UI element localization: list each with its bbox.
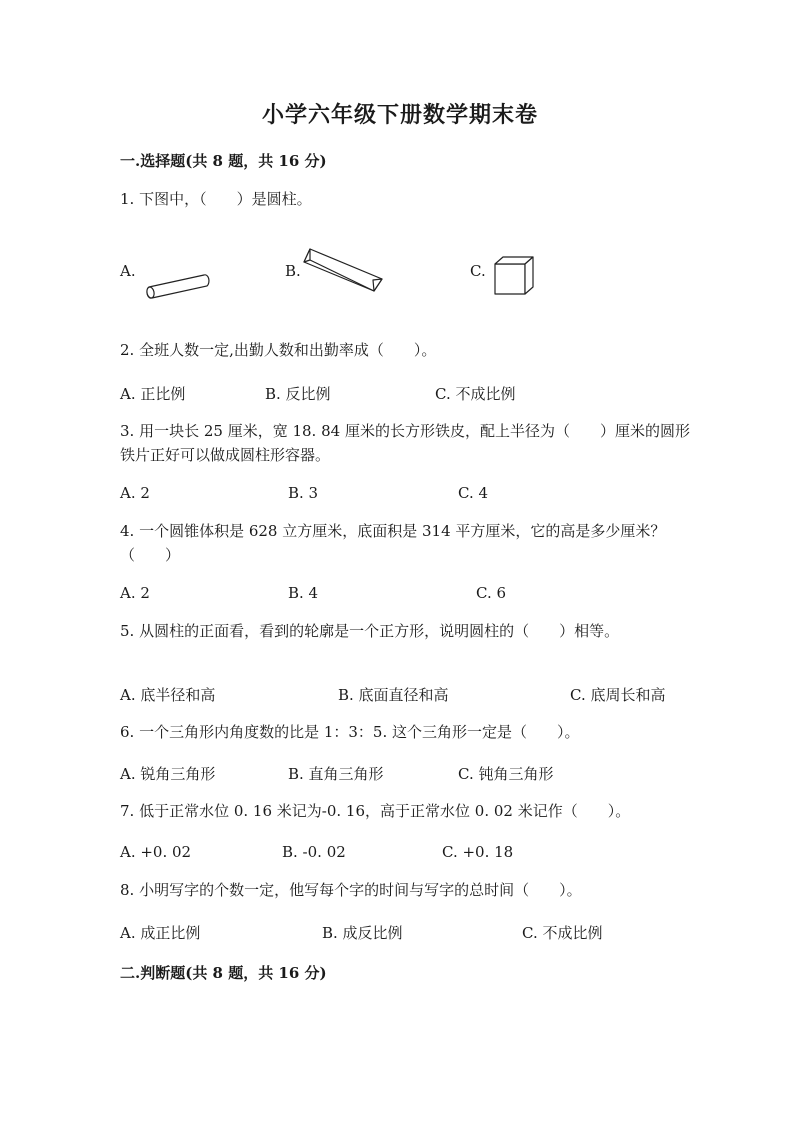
page-title: 小学六年级下册数学期末卷 [261,102,538,128]
question-6-option-a[interactable]: A. 锐角三角形 [120,765,216,783]
question-7-option-c[interactable]: C. +0. 18 [442,843,514,861]
section-heading-judgement: 二.判断题(共 8 题，共 16 分) [120,964,327,982]
cube-figure [492,254,536,302]
question-1-option-b[interactable]: B. [285,262,301,280]
question-6-option-b[interactable]: B. 直角三角形 [288,765,384,783]
question-6: 6. 一个三角形内角度数的比是 1：3：5. 这个三角形一定是（ ）。 [120,723,580,741]
question-4: 4. 一个圆锥体积是 628 立方厘米，底面积是 314 平方厘米，它的高是多少厘米？（ ） [120,522,666,564]
question-7-option-a[interactable]: A. +0. 02 [120,843,192,861]
question-8-option-a[interactable]: A. 成正比例 [120,924,201,942]
question-8: 8. 小明写字的个数一定，他写每个字的时间与写字的总时间（ ）。 [120,881,582,899]
question-2-option-a[interactable]: A. 正比例 [120,385,186,403]
question-3: 3. 用一块长 25 厘米，宽 18. 84 厘米的长方形铁皮，配上半径为（ ）厘米的圆形铁片正好可以做成圆柱形容器。 [120,422,690,464]
question-2: 2. 全班人数一定,出勤人数和出勤率成（ ）。 [120,341,437,359]
question-7: 7. 低于正常水位 0. 16 米记为-0. 16，高于正常水位 0. 02 米记作（ ）。 [120,802,631,820]
question-7-option-b[interactable]: B. -0. 02 [282,843,346,861]
question-2-option-b[interactable]: B. 反比例 [265,385,331,403]
question-1-option-c[interactable]: C. [470,262,486,280]
question-5: 5. 从圆柱的正面看，看到的轮廓是一个正方形，说明圆柱的（ ）相等。 [120,622,620,640]
question-3-option-b[interactable]: B. 3 [288,484,319,502]
section-heading-choice: 一.选择题(共 8 题，共 16 分) [120,152,327,170]
question-1: 1. 下图中，（ ）是圆柱。 [120,190,312,208]
triangular-prism-figure [300,246,384,300]
question-8-option-b[interactable]: B. 成反比例 [322,924,403,942]
question-6-option-c[interactable]: C. 钝角三角形 [458,765,554,783]
question-2-option-c[interactable]: C. 不成比例 [435,385,516,403]
question-3-option-a[interactable]: A. 2 [120,484,150,502]
question-8-option-c[interactable]: C. 不成比例 [522,924,603,942]
question-3-option-c[interactable]: C. 4 [458,484,489,502]
question-4-option-c[interactable]: C. 6 [476,584,507,602]
question-1-option-a[interactable]: A. [120,262,136,280]
question-5-option-a[interactable]: A. 底半径和高 [120,686,216,704]
question-5-option-b[interactable]: B. 底面直径和高 [338,686,449,704]
question-4-option-a[interactable]: A. 2 [120,584,150,602]
cylinder-figure [140,268,212,306]
question-5-option-c[interactable]: C. 底周长和高 [570,686,666,704]
question-4-option-b[interactable]: B. 4 [288,584,319,602]
